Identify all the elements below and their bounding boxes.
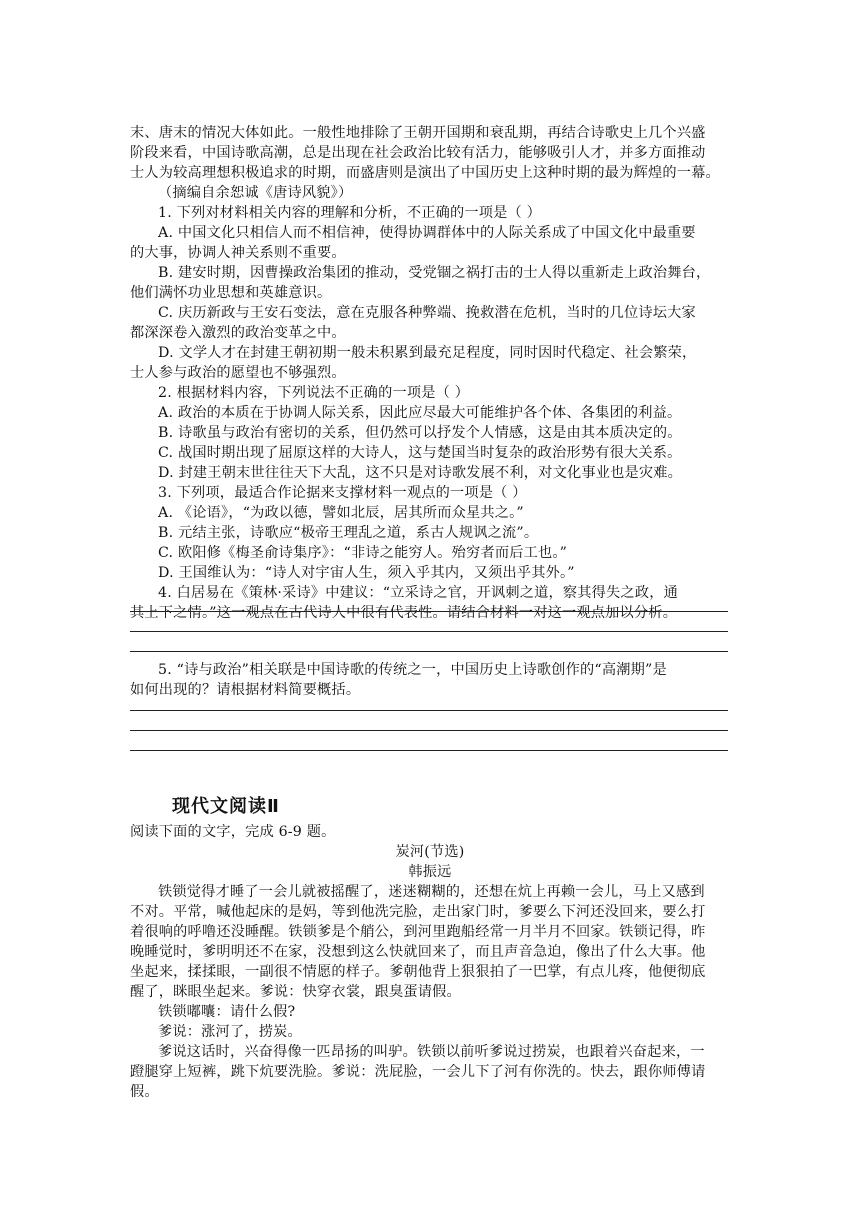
question-4-stem-cont: 其上下之情。”这一观点在古代诗人中很有代表性。请结合材料一对这一观点加以分析。	[130, 605, 678, 621]
question-1-option-c: C. 庆历新政与王安石变法，意在克服各种弊端、挽救潜在危机，当时的几位诗坛大家	[158, 305, 696, 321]
answer-line[interactable]	[130, 730, 728, 731]
question-1-option-b-cont: 他们满怀功业思想和英雄意识。	[130, 285, 332, 301]
story-line: 假。	[130, 1084, 159, 1100]
story-title: 炭河(节选)	[395, 844, 465, 860]
question-2-option-d: D. 封建王朝末世往往天下大乱，这不只是对诗歌发展不利，对文化事业也是灾难。	[158, 465, 683, 481]
story-line: 铁锁觉得才睡了一会儿就被摇醒了，迷迷糊糊的，还想在炕上再赖一会儿，马上又感到	[158, 884, 705, 900]
section-heading: 现代文阅读Ⅱ	[172, 796, 280, 817]
question-1-option-d: D. 文学人才在封建王朝初期一般未积累到最充足程度，同时因时代稳定、社会繁荣，	[158, 345, 697, 361]
answer-line[interactable]	[130, 710, 728, 711]
instruction: 阅读下面的文字，完成 6-9 题。	[130, 824, 336, 840]
story-line: 不对。平常，喊他起床的是妈，等到他洗完脸，走出家门时，爹要么下河还没回来，要么打	[130, 904, 706, 920]
story-line: 爹说这话时，兴奋得像一匹昂扬的叫驴。铁锁以前听爹说过捞炭，也跟着兴奋起来，一	[158, 1044, 705, 1060]
question-1-option-a: A. 中国文化只相信人而不相信神，使得协调群体中的人际关系成了中国文化中最重要	[158, 225, 696, 241]
answer-line[interactable]	[130, 750, 728, 751]
answer-line[interactable]	[130, 651, 728, 652]
story-line: 着很响的呼噜还没睡醒。铁锁爹是个艄公，到河里跑船经常一月半月不回家。铁锁记得，昨	[130, 924, 706, 940]
question-3-option-a: A. 《论语》，“为政以德，譬如北辰，居其所而众星共之。”	[158, 505, 524, 521]
story-line: 坐起来，揉揉眼，一副很不情愿的样子。爹朝他背上狠狠拍了一巴掌，有点儿疼，他便彻底	[130, 964, 706, 980]
passage-line: 阶段来看，中国诗歌高潮，总是出现在社会政治比较有活力，能够吸引人才，并多方面推动	[130, 145, 706, 161]
question-1-option-a-cont: 的大事，协调人神关系则不重要。	[130, 245, 346, 261]
question-4-stem: 4. 白居易在《策林·采诗》中建议：“立采诗之官，开讽刺之道，察其得失之政，通	[158, 585, 678, 601]
source-note: （摘编自余恕诚《唐诗风貌》）	[158, 185, 353, 201]
story-line: 醒了，眯眼坐起来。爹说：快穿衣裳，跟臭蛋请假。	[130, 984, 461, 1000]
passage-line: 末、唐末的情况大体如此。一般性地排除了王朝开国期和衰乱期，再结合诗歌史上几个兴盛	[130, 125, 706, 141]
question-5-stem-cont: 如何出现的？请根据材料简要概括。	[130, 682, 361, 698]
question-2-option-a: A. 政治的本质在于协调人际关系，因此应尽最大可能维护各个体、各集团的利益。	[158, 405, 682, 421]
question-1-option-c-cont: 都深深卷入激烈的政治变革之中。	[130, 325, 346, 341]
question-1-option-b: B. 建安时期，因曹操政治集团的推动，受党锢之祸打击的士人得以重新走上政治舞台，	[158, 265, 711, 281]
passage-line: 士人为较高理想积极追求的时期，而盛唐则是演出了中国历史上这种时期的最为辉煌的一幕。	[130, 165, 720, 181]
question-3-stem: 3. 下列项，最适合作论据来支撑材料一观点的一项是（ ）	[158, 485, 527, 501]
answer-line[interactable]	[130, 611, 728, 612]
story-line: 铁锁嘟囔：请什么假?	[158, 1004, 296, 1020]
question-2-option-b: B. 诗歌虽与政治有密切的关系，但仍然可以抒发个人情感，这是由其本质决定的。	[158, 425, 682, 441]
question-3-option-d: D. 王国维认为：“诗人对宇宙人生，须入乎其内，又须出乎其外。”	[158, 565, 575, 581]
question-2-option-c: C. 战国时期出现了屈原这样的大诗人，这与楚国当时复杂的政治形势有很大关系。	[158, 445, 682, 461]
story-line: 晚睡觉时，爹明明还不在家，没想到这么快就回来了，而且声音急迫，像出了什么大事。他	[130, 944, 706, 960]
question-2-stem: 2. 根据材料内容，下列说法不正确的一项是（ ）	[158, 385, 470, 401]
answer-line[interactable]	[130, 631, 728, 632]
question-1-option-d-cont: 士人参与政治的愿望也不够强烈。	[130, 365, 346, 381]
question-1-stem: 1. 下列对材料相关内容的理解和分析，不正确的一项是（ ）	[158, 205, 542, 221]
story-line: 爹说：涨河了，捞炭。	[158, 1024, 302, 1040]
question-5-stem: 5. “诗与政治”相关联是中国诗歌的传统之一，中国历史上诗歌创作的“高潮期”是	[158, 662, 667, 678]
question-3-option-b: B. 元结主张，诗歌应“极帝王理乱之道，系古人规讽之流”。	[158, 525, 539, 541]
question-3-option-c: C. 欧阳修《梅圣俞诗集序》：“非诗之能穷人。殆穷者而后工也。”	[158, 545, 568, 561]
story-author: 韩振远	[408, 864, 452, 880]
story-line: 蹬腿穿上短裤，跳下炕要洗脸。爹说：洗屁脸，一会儿下了河有你洗的。快去，跟你师傅请	[130, 1064, 706, 1080]
